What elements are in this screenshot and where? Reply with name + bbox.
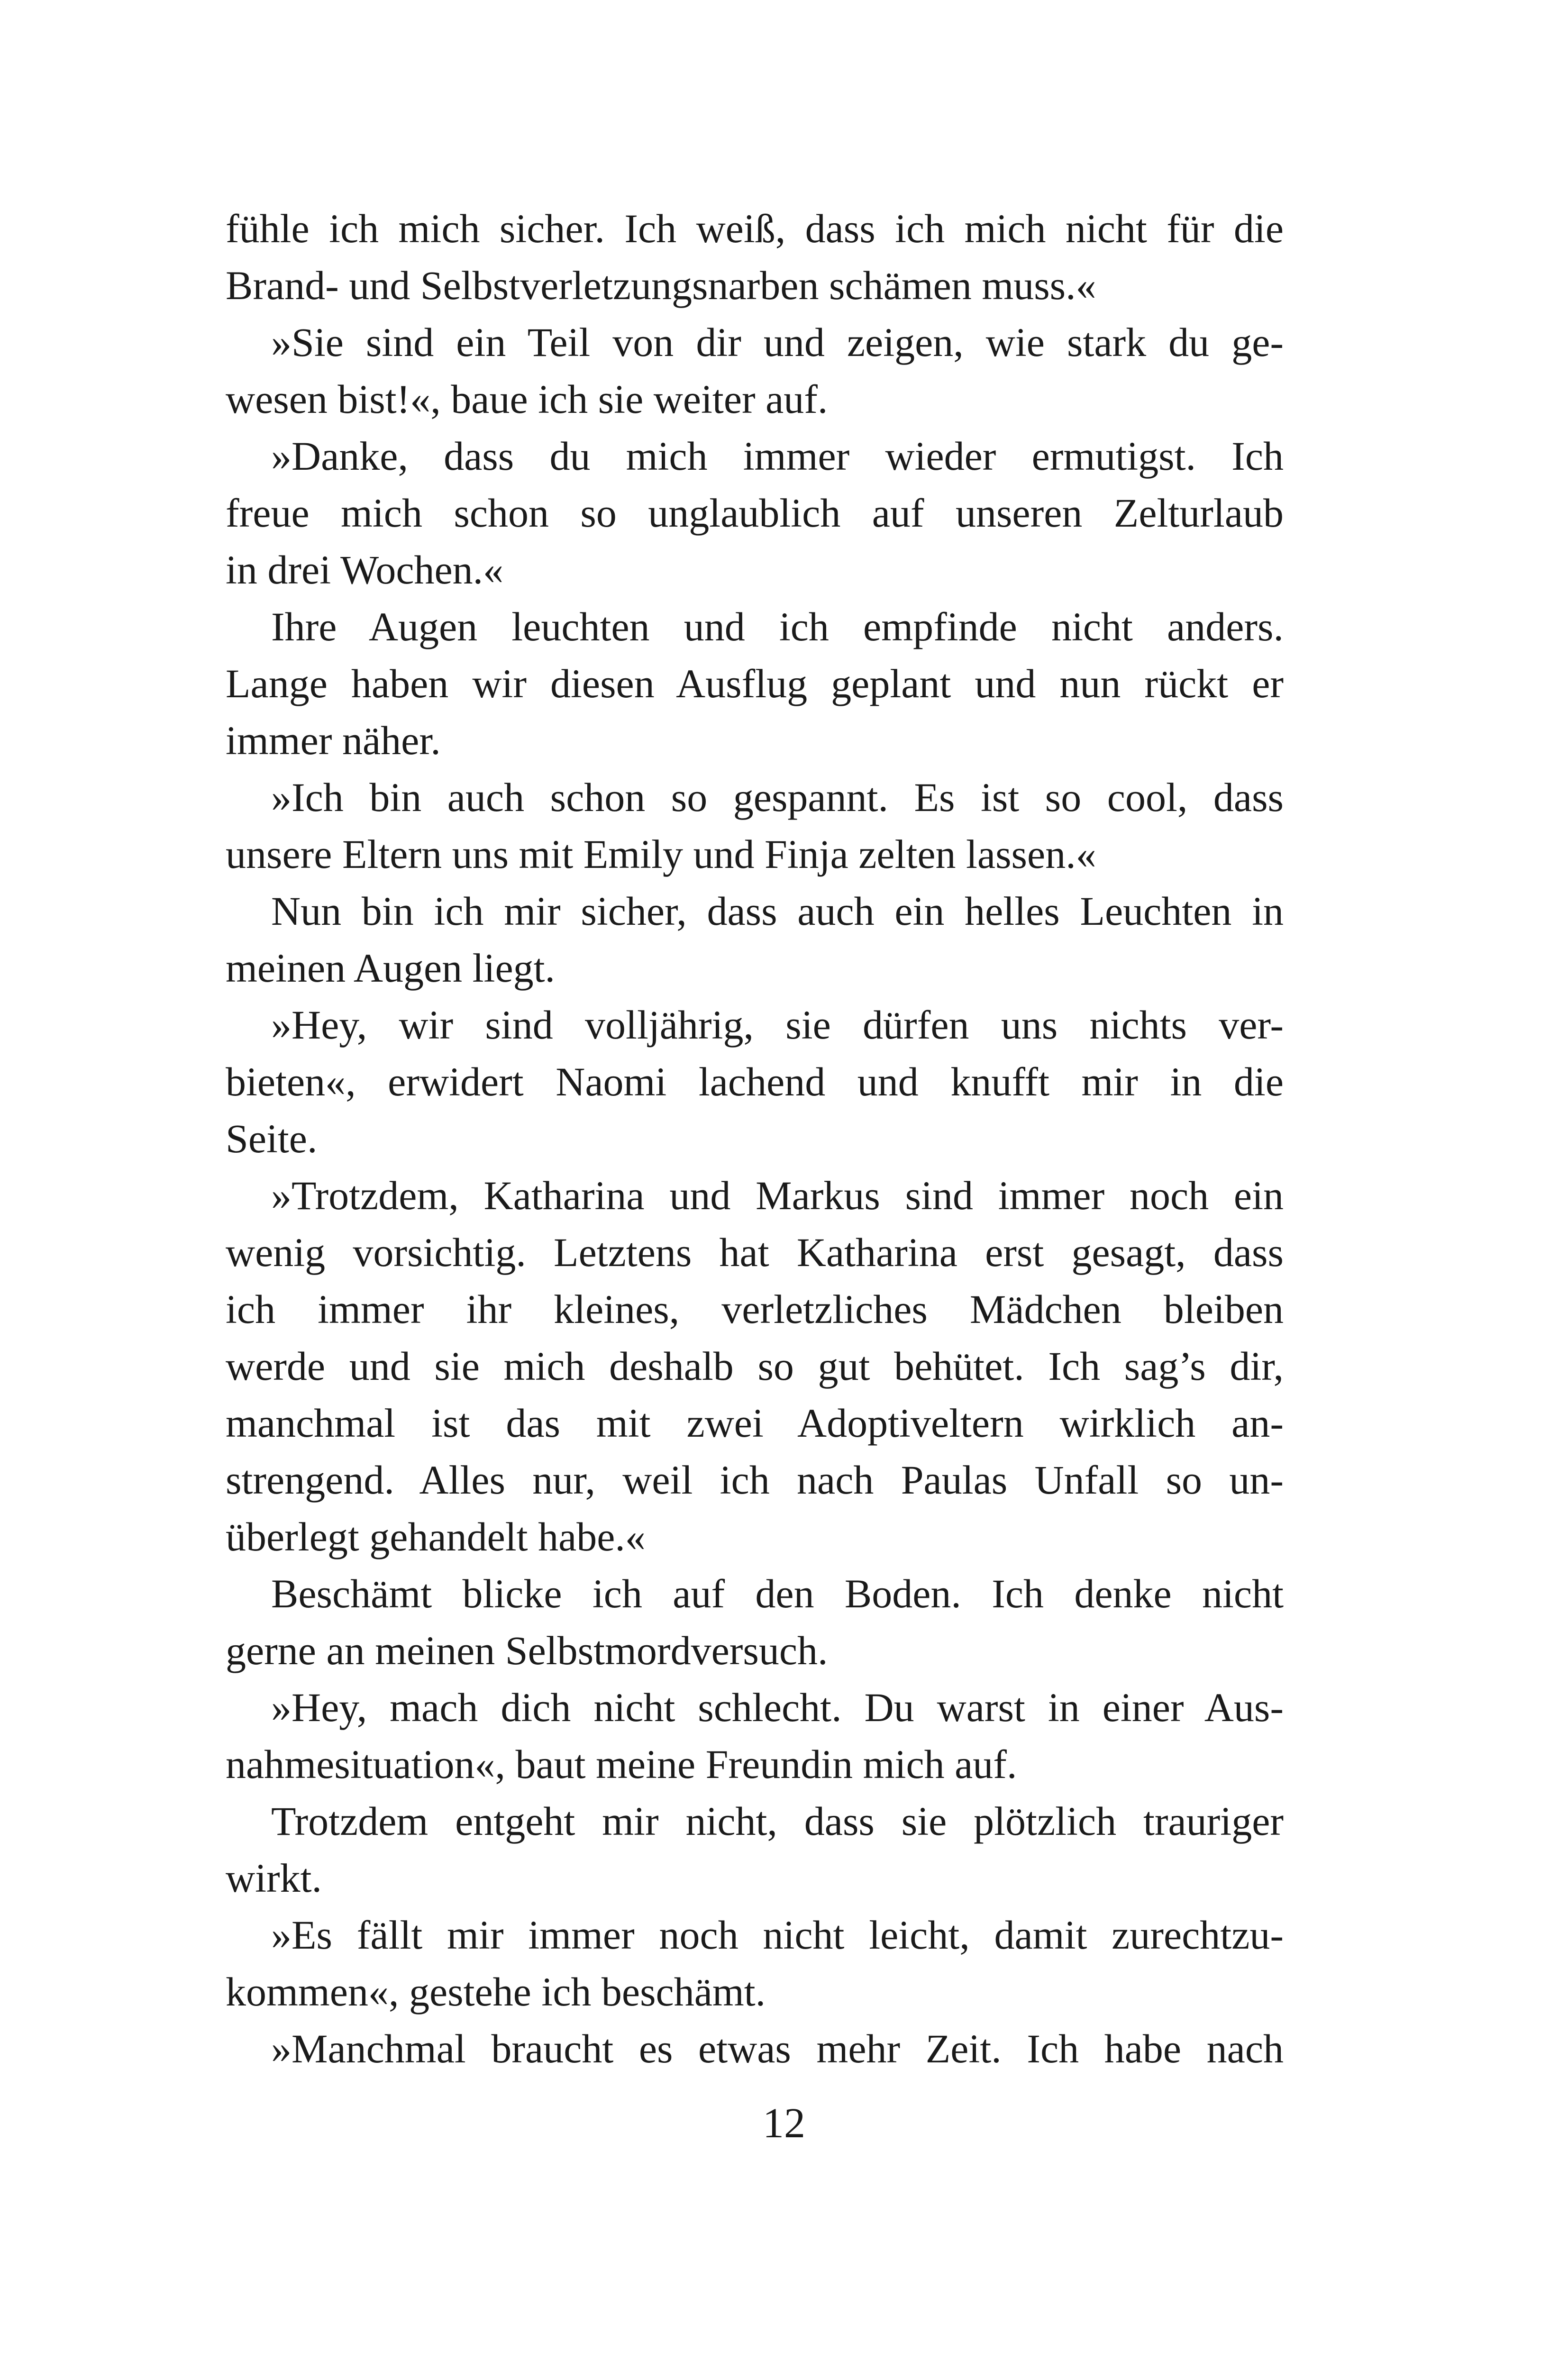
text-line: Brand- und Selbstverletzungsnarben schämen muss.« xyxy=(226,263,1096,308)
text-line: Beschämt blicke ich auf den Boden. Ich denke nicht xyxy=(271,1571,1284,1616)
text-line: wirkt. xyxy=(226,1855,322,1901)
text-line: »Ich bin auch schon so gespannt. Es ist so cool, dass xyxy=(271,775,1284,820)
text-line: wenig vorsichtig. Letztens hat Katharina erst gesagt, dass xyxy=(226,1230,1284,1275)
text-line: manchmal ist das mit zwei Adoptiveltern wirklich an- xyxy=(226,1400,1284,1446)
text-line: »Danke, dass du mich immer wieder ermutigst. Ich xyxy=(271,433,1284,479)
text-line: »Manchmal braucht es etwas mehr Zeit. Ich habe nach xyxy=(271,2026,1284,2071)
text-line: kommen«, gestehe ich beschämt. xyxy=(226,1969,766,2014)
text-line: immer näher. xyxy=(226,718,441,763)
page-number: 12 xyxy=(763,2100,805,2147)
text-line: ich immer ihr kleines, verletzliches Mädchen bleiben xyxy=(226,1286,1284,1332)
text-line: Seite. xyxy=(226,1116,318,1161)
text-line: »Hey, mach dich nicht schlecht. Du warst in einer Aus- xyxy=(271,1685,1284,1730)
text-line: werde und sie mich deshalb so gut behütet. Ich sag’s dir, xyxy=(226,1343,1284,1389)
text-line: fühle ich mich sicher. Ich weiß, dass ich mich nicht für die xyxy=(226,206,1284,251)
text-line: freue mich schon so unglaublich auf unseren Zelturlaub xyxy=(226,490,1284,536)
text-line: nahmesituation«, baut meine Freundin mich auf. xyxy=(226,1741,1017,1787)
text-line: bieten«, erwidert Naomi lachend und knufft mir in die xyxy=(226,1059,1284,1104)
body-text xyxy=(226,200,1284,2077)
text-line: meinen Augen liegt. xyxy=(226,945,556,991)
text-line: in drei Wochen.« xyxy=(226,547,504,592)
text-line: »Hey, wir sind volljährig, sie dürfen uns nichts ver- xyxy=(271,1002,1284,1048)
text-line: Ihre Augen leuchten und ich empfinde nicht anders. xyxy=(271,604,1284,649)
text-line: gerne an meinen Selbstmordversuch. xyxy=(226,1628,828,1673)
text-line: Lange haben wir diesen Ausflug geplant und nun rückt er xyxy=(226,661,1284,706)
text-line: strengend. Alles nur, weil ich nach Paulas Unfall so un- xyxy=(226,1457,1284,1503)
text-line: unsere Eltern uns mit Emily und Finja zelten lassen.« xyxy=(226,831,1096,877)
text-line: überlegt gehandelt habe.« xyxy=(226,1514,646,1559)
text-line: Nun bin ich mir sicher, dass auch ein helles Leuchten in xyxy=(271,888,1284,934)
text-line: »Es fällt mir immer noch nicht leicht, damit zurechtzu- xyxy=(271,1912,1284,1958)
text-line: »Sie sind ein Teil von dir und zeigen, wie stark du ge- xyxy=(271,319,1284,365)
text-line: wesen bist!«, baue ich sie weiter auf. xyxy=(226,376,828,422)
text-line: »Trotzdem, Katharina und Markus sind immer noch ein xyxy=(271,1173,1284,1218)
text-line: Trotzdem entgeht mir nicht, dass sie plötzlich trauriger xyxy=(271,1798,1284,1844)
